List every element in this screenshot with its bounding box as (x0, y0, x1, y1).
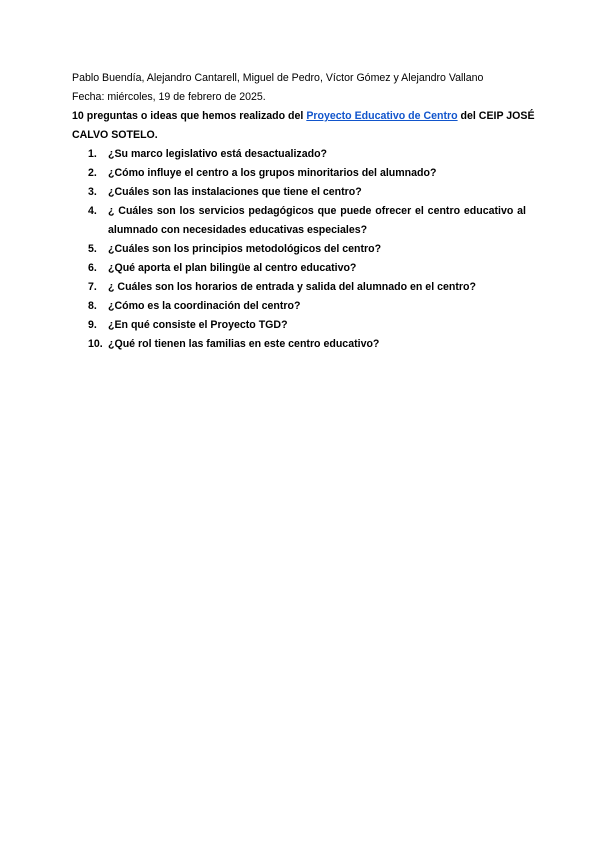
question-number: 5. (88, 243, 97, 255)
question-number: 10. (88, 338, 103, 350)
question-number: 1. (88, 148, 97, 160)
intro-text-after-link: del CEIP JOSÉ CALVO SOTELO. (72, 110, 535, 141)
question-item (72, 316, 542, 335)
questions-list (72, 145, 542, 354)
question-number: 8. (88, 300, 97, 312)
question-item (72, 297, 542, 316)
question-text: ¿En qué consiste el Proyecto TGD? (108, 319, 288, 331)
question-item (72, 183, 542, 202)
question-text: ¿Qué rol tienen las familias en este centro educativo? (108, 338, 380, 350)
date-line: Fecha: miércoles, 19 de febrero de 2025. (72, 91, 266, 103)
question-item (72, 259, 542, 278)
question-number: 9. (88, 319, 97, 331)
question-item (72, 240, 542, 259)
question-text: ¿Cuáles son las instalaciones que tiene el centro? (108, 186, 362, 198)
question-number: 7. (88, 281, 97, 293)
intro-paragraph (72, 107, 542, 145)
question-item (72, 164, 542, 183)
question-text: ¿ Cuáles son los servicios pedagógicos que puede ofrecer el centro educativo al alumnado con necesidades educativas especiales? (108, 205, 526, 236)
question-item (72, 335, 542, 354)
proyecto-educativo-link[interactable]: Proyecto Educativo de Centro (306, 110, 458, 122)
intro-text-before-link: 10 preguntas o ideas que hemos realizado del (72, 110, 307, 122)
question-number: 2. (88, 167, 97, 179)
document-body (72, 69, 542, 354)
question-number: 4. (88, 205, 97, 217)
question-text: ¿Cómo influye el centro a los grupos minoritarios del alumnado? (108, 167, 437, 179)
question-number: 3. (88, 186, 97, 198)
question-text: ¿Cuáles son los principios metodológicos del centro? (108, 243, 382, 255)
question-item (72, 145, 542, 164)
authors-line: Pablo Buendía, Alejandro Cantarell, Miguel de Pedro, Víctor Gómez y Alejandro Vallano (72, 72, 484, 84)
question-text: ¿Cómo es la coordinación del centro? (108, 300, 301, 312)
question-item (72, 278, 542, 297)
question-text: ¿ Cuáles son los horarios de entrada y salida del alumnado en el centro? (108, 281, 476, 293)
question-item (72, 202, 542, 240)
question-text: ¿Qué aporta el plan bilingüe al centro educativo? (108, 262, 357, 274)
question-text: ¿Su marco legislativo está desactualizado? (108, 148, 328, 160)
question-number: 6. (88, 262, 97, 274)
